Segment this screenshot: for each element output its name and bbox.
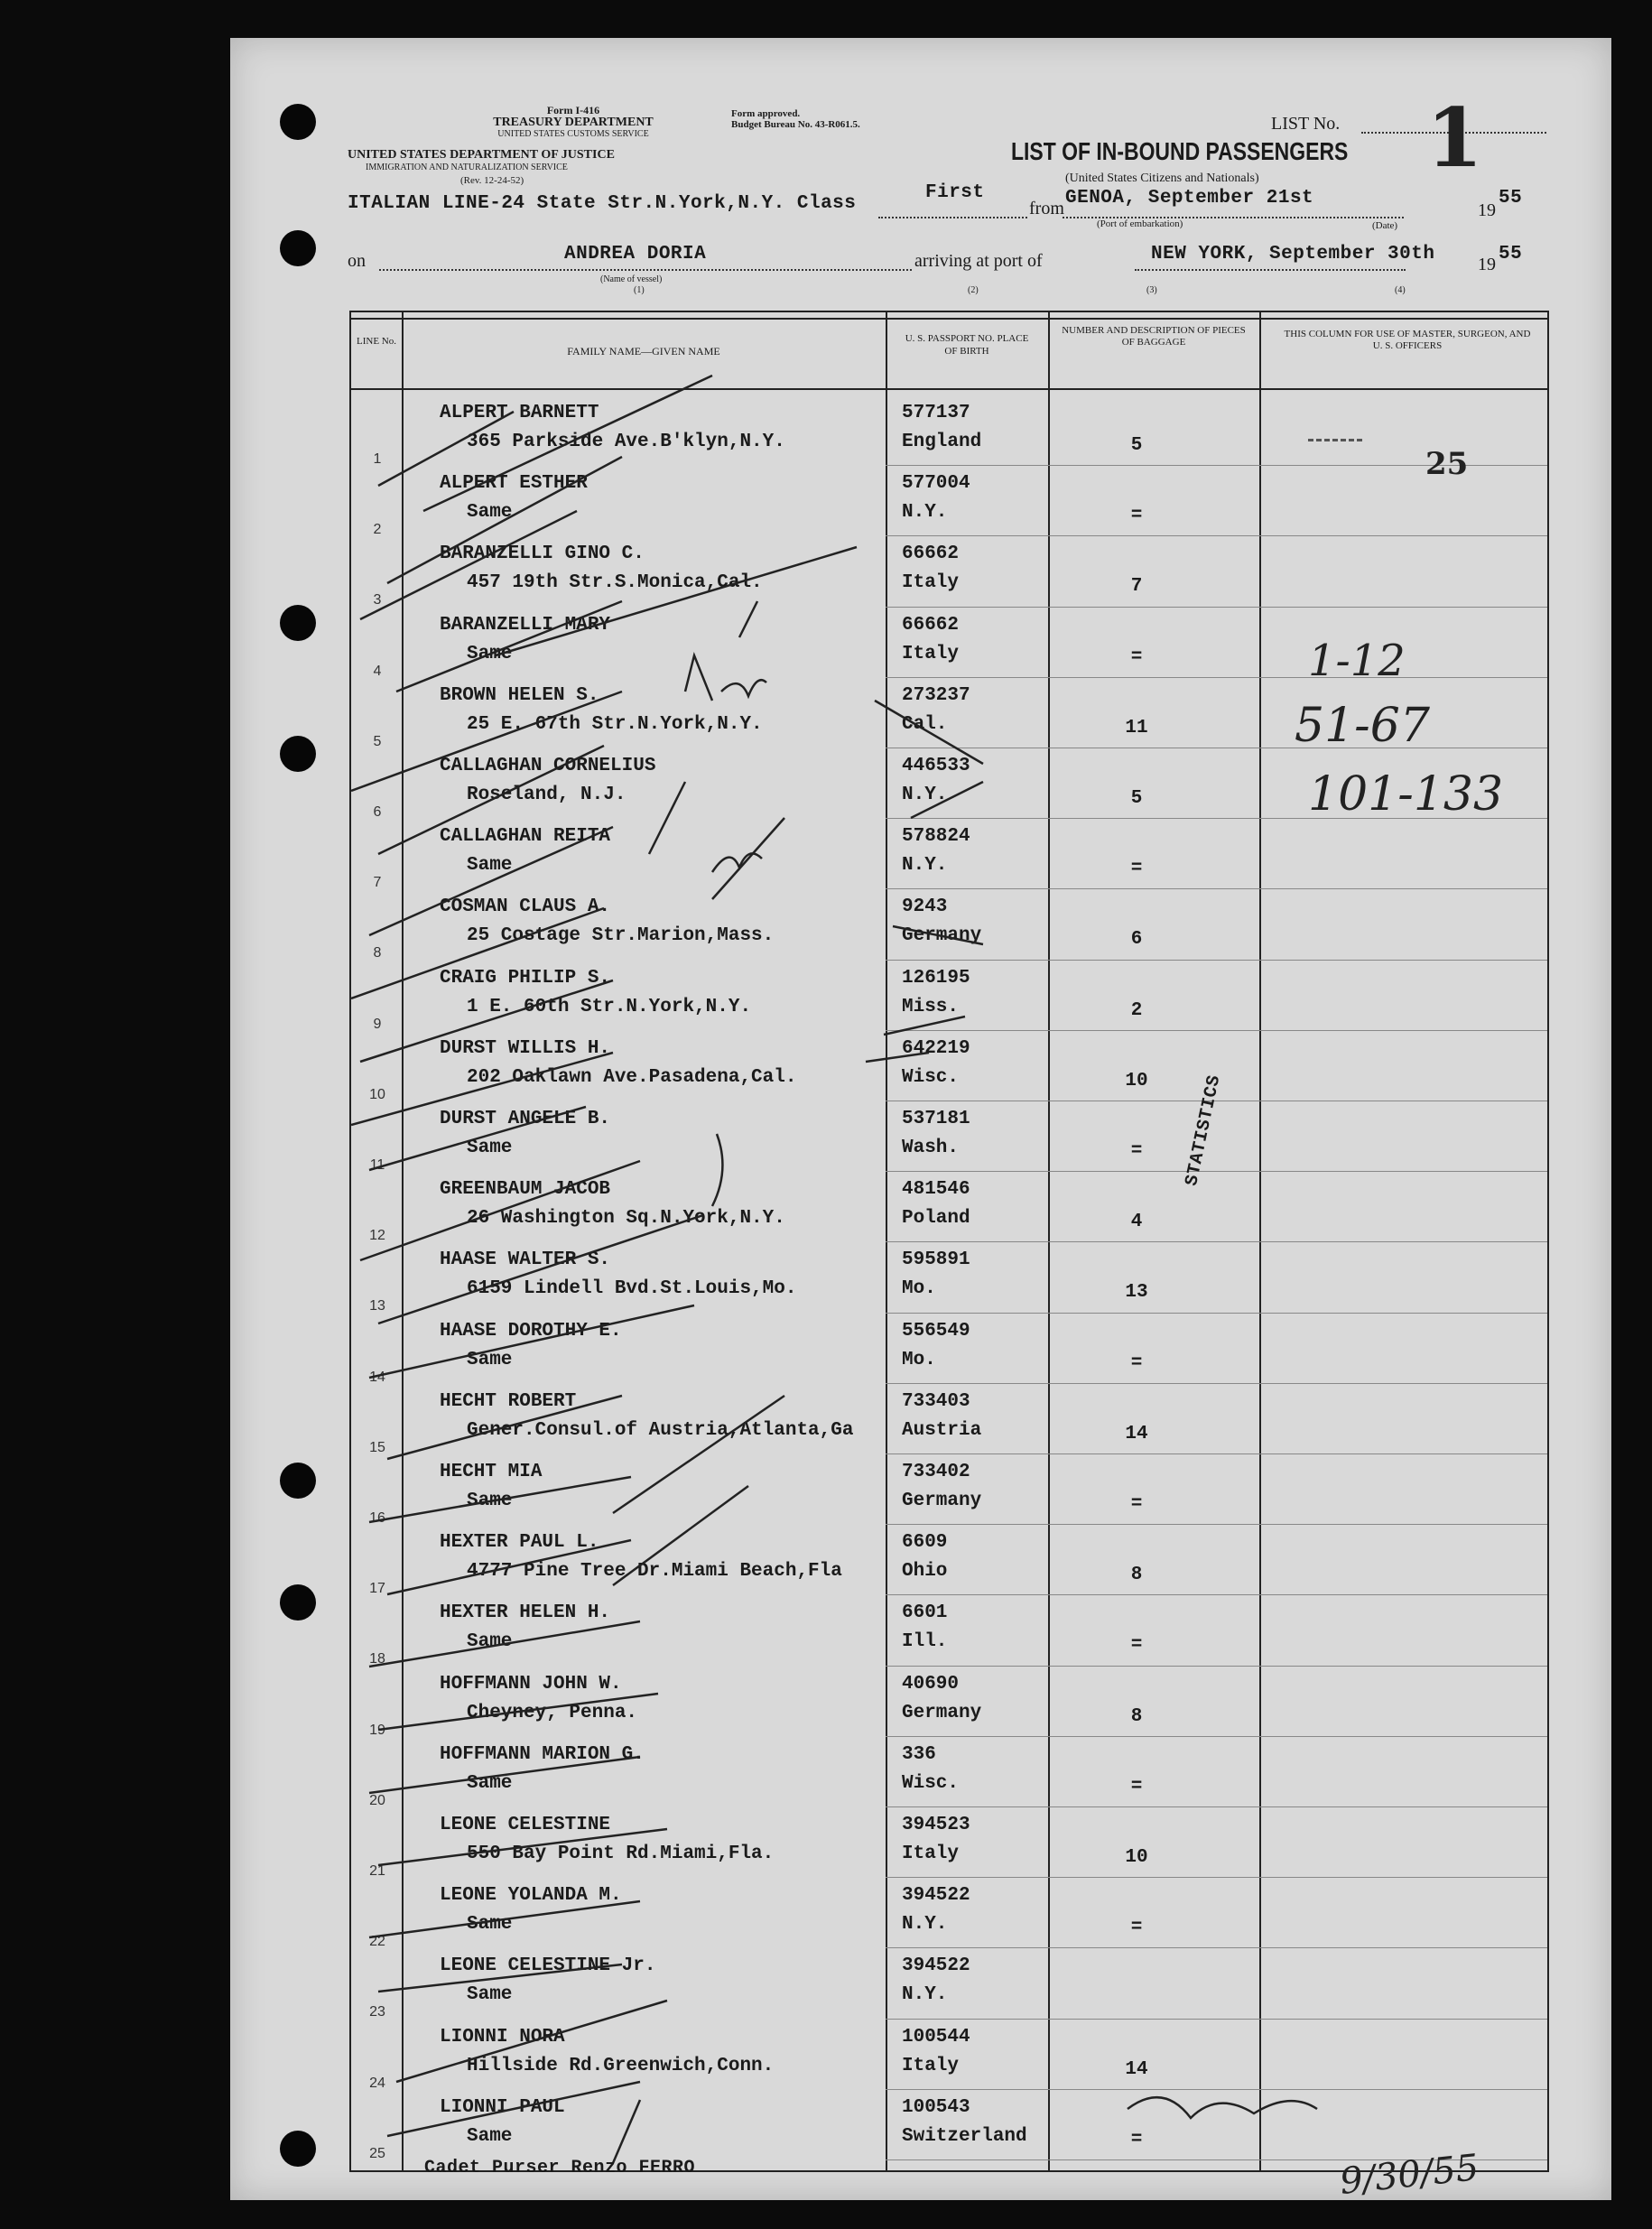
manifest-page (230, 38, 1611, 2203)
passenger-name: LIONNI PAUL (440, 2096, 565, 2118)
line-number: 13 (369, 1298, 385, 1314)
baggage-count: 10 (1125, 1847, 1148, 1868)
col-no-1: (1) (634, 285, 645, 295)
arriving-label: arriving at port of (914, 251, 1043, 271)
col-no-2: (2) (968, 285, 979, 295)
passport-number: 394523 (902, 1815, 970, 1835)
passenger-name: COSMAN CLAUS A. (440, 896, 611, 918)
passport-number: 537181 (902, 1109, 970, 1129)
col-no-3: (3) (1146, 285, 1157, 295)
passenger-name: GREENBAUM JACOB (440, 1179, 611, 1201)
year-prefix-2: 19 (1478, 255, 1496, 274)
place-of-birth: Miss. (902, 996, 960, 1017)
place-of-birth: Cal. (902, 713, 948, 735)
range-1: 1-12 (1308, 636, 1406, 686)
baggage-count: 6 (1130, 929, 1143, 951)
passenger-address: 26 Washington Sq.N.York,N.Y. (467, 1208, 785, 1230)
baggage-count: 5 (1130, 788, 1143, 809)
baggage-count: = (1130, 1494, 1143, 1515)
passenger-name: HAASE WALTER S. (440, 1249, 611, 1271)
passport-number: 642219 (902, 1037, 970, 1059)
passenger-address: 550 Bay Point Rd.Miami,Fla. (467, 1844, 775, 1864)
baggage-count: 14 (1125, 1423, 1148, 1444)
line-number: 20 (369, 1792, 385, 1808)
binder-hole (280, 605, 316, 641)
passenger-name: HECHT MIA (440, 1462, 543, 1482)
baggage-count: 8 (1130, 1565, 1143, 1586)
passenger-name: ALPERT ESTHER (440, 473, 588, 495)
line-number: 5 (373, 733, 382, 749)
place-of-birth: Mo. (902, 1278, 936, 1300)
passenger-address: 365 Parkside Ave.B'klyn,N.Y. (467, 432, 785, 452)
binder-hole (280, 230, 316, 266)
baggage-count: 10 (1125, 1070, 1148, 1091)
passenger-name: ALPERT BARNETT (440, 403, 599, 423)
range-3: 101-133 (1308, 767, 1504, 822)
baggage-count: 4 (1130, 1212, 1143, 1233)
passport-number: 40690 (902, 1673, 960, 1695)
line-number: 11 (369, 1157, 385, 1173)
passport-number: 595891 (902, 1249, 970, 1271)
treasury-label: TREASURY DEPARTMENT (493, 116, 654, 129)
passenger-name: LIONNI NORA (440, 2026, 565, 2048)
place-of-birth: Italy (902, 2055, 960, 2076)
passport-number: 733403 (902, 1390, 970, 1412)
passenger-address: Same (467, 502, 513, 524)
place-of-birth: Italy (902, 643, 960, 664)
passport-number: 6601 (902, 1602, 948, 1624)
passenger-name: HEXTER HELEN H. (440, 1602, 611, 1624)
col-no-4: (4) (1395, 285, 1406, 295)
line-number: 15 (369, 1439, 385, 1455)
passport-number: 6609 (902, 1532, 948, 1554)
list-label: LIST No. (1271, 114, 1341, 134)
binder-hole (280, 1463, 316, 1499)
baggage-count: = (1130, 1918, 1143, 1939)
passenger-address: Gener.Consul.of Austria,Atlanta,Ga (467, 1419, 854, 1441)
passenger-name: HOFFMANN JOHN W. (440, 1673, 622, 1695)
line-number: 4 (373, 663, 382, 679)
line-number: 12 (369, 1228, 385, 1244)
line-number: 18 (369, 1651, 385, 1667)
place-of-birth: Switzerland (902, 2125, 1027, 2147)
range-2: 51-67 (1295, 699, 1430, 753)
place-of-birth: N.Y. (902, 1984, 948, 2006)
passenger-name: LEONE CELESTINE Jr. (440, 1955, 656, 1977)
passport-number: 481546 (902, 1179, 970, 1201)
passport-number: 394522 (902, 1955, 970, 1977)
class-value: First (925, 182, 985, 203)
check-marks (351, 312, 1547, 2170)
place-of-birth: England (902, 432, 982, 452)
on-label: on (348, 251, 366, 271)
place-of-birth: Wash. (902, 1138, 960, 1158)
passenger-address: Same (467, 643, 513, 664)
embarkation: GENOA, September 21st (1065, 188, 1314, 209)
place-of-birth: Germany (902, 1702, 982, 1723)
vessel-caption: (Name of vessel) (600, 274, 663, 284)
baggage-count: 8 (1130, 1705, 1143, 1727)
passenger-name: LEONE YOLANDA M. (440, 1885, 622, 1907)
passenger-address: Same (467, 1631, 513, 1653)
passport-number: 66662 (902, 543, 960, 565)
passport-number: 446533 (902, 756, 970, 776)
baggage-count: = (1130, 506, 1143, 527)
passenger-name: CRAIG PHILIP S. (440, 967, 611, 989)
baggage-count: 14 (1125, 2058, 1148, 2080)
year-suffix-1: 55 (1499, 188, 1523, 209)
place-of-birth: N.Y. (902, 785, 948, 805)
passenger-address: Same (467, 2125, 513, 2147)
passenger-address: 4777 Pine Tree Dr.Miami Beach,Fla (467, 1561, 842, 1583)
revision-label: (Rev. 12-24-52) (460, 175, 524, 186)
baggage-count: = (1130, 1776, 1143, 1797)
passenger-address: 457 19th Str.S.Monica,Cal. (467, 572, 763, 594)
form-title: LIST OF IN-BOUND PASSENGERS (1011, 137, 1349, 165)
binder-hole (280, 1584, 316, 1621)
passport-number: 336 (902, 1743, 936, 1765)
line-number: 10 (369, 1086, 385, 1102)
passenger-address: Same (467, 1984, 513, 2006)
line-number: 25 (369, 2145, 385, 2161)
passport-number: 578824 (902, 826, 970, 848)
passenger-name: HOFFMANN MARION G. (440, 1743, 645, 1765)
passenger-name: DURST WILLIS H. (440, 1037, 611, 1059)
statistics-stamp: STATISTICS (1182, 1073, 1226, 1188)
passport-number: 100543 (902, 2096, 970, 2118)
passport-number: 556549 (902, 1320, 970, 1342)
vessel-name: ANDREA DORIA (564, 244, 707, 265)
line-number: 1 (373, 451, 382, 467)
place-of-birth: Austria (902, 1419, 982, 1441)
passport-number: 100544 (902, 2026, 970, 2048)
passport-number: 273237 (902, 684, 970, 706)
passenger-address: Roseland, N.J. (467, 785, 626, 805)
col-header-passport: U. S. PASSPORT NO. PLACE OF BIRTH (905, 333, 1029, 357)
company-line: ITALIAN LINE-24 State Str.N.York,N.Y. Class (348, 193, 857, 214)
place-of-birth: N.Y. (902, 855, 948, 877)
passenger-name: BARANZELLI GINO C. (440, 543, 645, 565)
line-number: 9 (373, 1016, 382, 1032)
passenger-name: HECHT ROBERT (440, 1390, 577, 1412)
passport-number: 126195 (902, 967, 970, 989)
baggage-count: = (1130, 859, 1143, 880)
baggage-count: 5 (1130, 435, 1143, 456)
justice-label: UNITED STATES DEPARTMENT OF JUSTICE (348, 148, 615, 162)
year-prefix-1: 19 (1478, 200, 1496, 220)
passenger-name: DURST ANGELE B. (440, 1109, 611, 1129)
baggage-count: 2 (1130, 999, 1143, 1021)
binder-hole (280, 736, 316, 772)
baggage-count: 11 (1125, 717, 1148, 738)
col-header-officers: THIS COLUMN FOR USE OF MASTER, SURGEON, AND U. S. OFFICERS (1284, 329, 1531, 351)
passenger-address: Same (467, 1914, 513, 1936)
place-of-birth: Germany (902, 1491, 982, 1511)
place-of-birth: Germany (902, 925, 982, 947)
line-number: 16 (369, 1510, 385, 1526)
passenger-address: Same (467, 1138, 513, 1158)
customs-label: UNITED STATES CUSTOMS SERVICE (497, 129, 649, 139)
line-number: 7 (373, 875, 382, 891)
passenger-address: 25 E. 67th Str.N.York,N.Y. (467, 713, 763, 735)
passport-number: 733402 (902, 1462, 970, 1482)
passport-number: 577137 (902, 403, 970, 423)
passenger-address: Same (467, 855, 513, 877)
line-number: 17 (369, 1581, 385, 1597)
passport-number: 9243 (902, 896, 948, 918)
signature-date: 9/30/55 (1338, 2147, 1481, 2203)
list-number: 1 (1426, 90, 1483, 186)
officer-count: 25 (1425, 446, 1469, 482)
arrival-port: NEW YORK, September 30th (1151, 244, 1435, 265)
budget-bureau: Budget Bureau No. 43-R061.5. (731, 119, 860, 130)
passenger-address: Same (467, 1491, 513, 1511)
year-suffix-2: 55 (1499, 244, 1523, 265)
col-header-line: LINE No. (357, 336, 396, 347)
passport-number: 577004 (902, 473, 970, 495)
passenger-address: Same (467, 1349, 513, 1370)
binder-hole (280, 104, 316, 140)
line-number: 21 (369, 1863, 385, 1879)
place-of-birth: Poland (902, 1208, 970, 1230)
baggage-count: = (1130, 646, 1143, 668)
passport-number: 66662 (902, 614, 960, 636)
port-caption: (Port of embarkation) (1097, 218, 1183, 229)
col-header-name: FAMILY NAME—GIVEN NAME (567, 345, 720, 358)
baggage-count: 13 (1125, 1282, 1148, 1304)
passenger-address: 202 Oaklawn Ave.Pasadena,Cal. (467, 1066, 797, 1088)
line-number: 3 (373, 592, 382, 608)
ins-label: IMMIGRATION AND NATURALIZATION SERVICE (366, 163, 568, 172)
passenger-table (349, 311, 1549, 2203)
passenger-address: Same (467, 1772, 513, 1794)
line-number: 24 (369, 2075, 385, 2091)
place-of-birth: Italy (902, 1844, 960, 1864)
passenger-name: HAASE DOROTHY E. (440, 1320, 622, 1342)
line-number: 22 (369, 1934, 385, 1950)
line-number: 19 (369, 1722, 385, 1738)
baggage-count: 7 (1130, 576, 1143, 598)
place-of-birth: Wisc. (902, 1772, 960, 1794)
passenger-address: Cheyney, Penna. (467, 1702, 638, 1723)
place-of-birth: Ohio (902, 1561, 948, 1583)
baggage-count: = (1130, 2129, 1143, 2150)
place-of-birth: Wisc. (902, 1066, 960, 1088)
passenger-name: HEXTER PAUL L. (440, 1532, 599, 1554)
passenger-name: CALLAGHAN CORNELIUS (440, 756, 656, 776)
baggage-count: = (1130, 1141, 1143, 1162)
place-of-birth: N.Y. (902, 502, 948, 524)
form-subtitle: (United States Citizens and Nationals) (1065, 172, 1259, 185)
place-of-birth: Italy (902, 572, 960, 594)
passenger-name: BROWN HELEN S. (440, 684, 599, 706)
passenger-name: LEONE CELESTINE (440, 1815, 611, 1835)
form-approved: Form approved. (731, 108, 801, 119)
baggage-count: = (1130, 1635, 1143, 1657)
place-of-birth: Mo. (902, 1349, 936, 1370)
passenger-address: 25 Costage Str.Marion,Mass. (467, 925, 775, 947)
line-number: 23 (369, 2004, 385, 2020)
line-number: 8 (373, 945, 382, 961)
place-of-birth: Ill. (902, 1631, 948, 1653)
line-number: 6 (373, 804, 382, 820)
line-number: 14 (369, 1369, 385, 1385)
passenger-address: 1 E. 60th Str.N.York,N.Y. (467, 996, 752, 1017)
passenger-address: Hillside Rd.Greenwich,Conn. (467, 2055, 775, 2076)
col-header-baggage: NUMBER AND DESCRIPTION OF PIECES OF BAGGAGE (1062, 325, 1246, 348)
from-label: from (1029, 199, 1064, 218)
form-number: Form I-416 (546, 104, 600, 116)
passenger-address: 6159 Lindell Bvd.St.Louis,Mo. (467, 1278, 797, 1300)
place-of-birth: N.Y. (902, 1914, 948, 1936)
passport-number: 394522 (902, 1885, 970, 1907)
binder-hole (280, 2131, 316, 2167)
passenger-name: BARANZELLI MARY (440, 614, 611, 636)
passenger-name: CALLAGHAN REITA (440, 826, 611, 848)
line-number: 2 (373, 522, 382, 538)
baggage-count: = (1130, 1352, 1143, 1374)
date-caption: (Date) (1372, 220, 1398, 231)
footer-purser: Cadet Purser Renzo FERRO (424, 2158, 696, 2178)
